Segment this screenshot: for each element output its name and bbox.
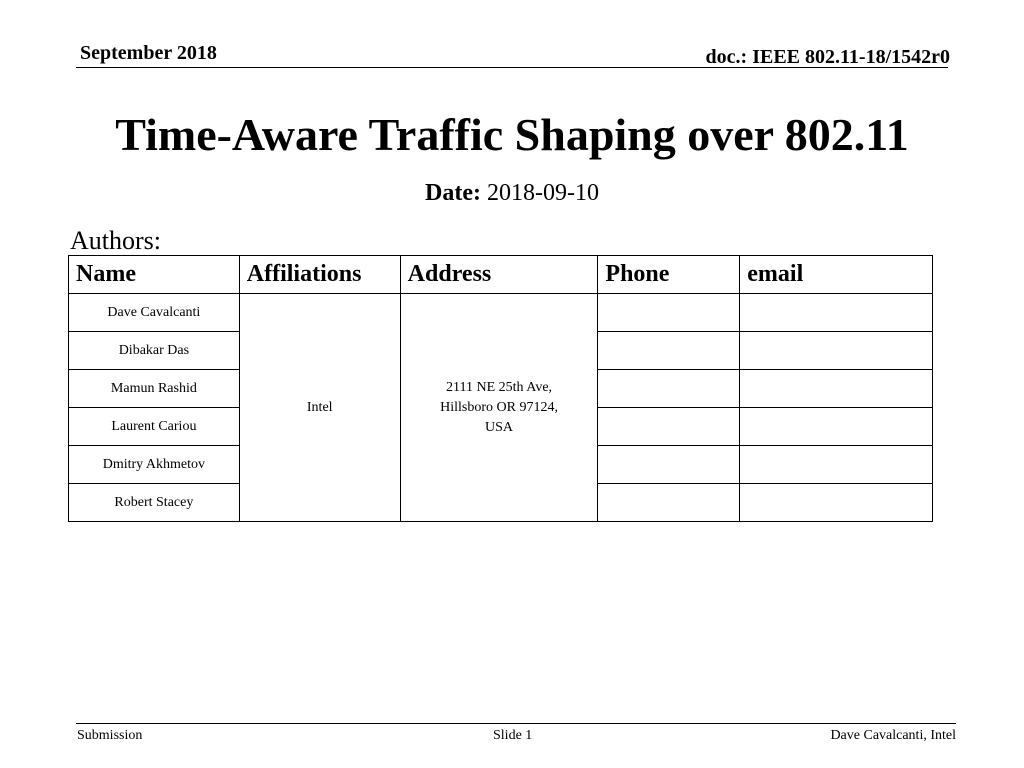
footer-submission: Submission: [77, 728, 143, 743]
footer-author: Dave Cavalcanti, Intel: [830, 728, 956, 743]
email-cell: [740, 294, 933, 332]
address-line: USA: [485, 419, 514, 435]
email-cell: [740, 332, 933, 370]
email-cell: [740, 484, 933, 522]
footer-divider: [76, 723, 956, 724]
author-name: Dave Cavalcanti: [69, 294, 240, 332]
author-name: Robert Stacey: [69, 484, 240, 522]
table-row: [69, 294, 933, 332]
header-phone: Phone: [598, 256, 740, 294]
authors-table: [68, 255, 933, 522]
address-line: 2111 NE 25th Ave,: [446, 379, 553, 395]
phone-cell: [598, 484, 740, 522]
header-name: Name: [69, 256, 240, 294]
authors-label: Authors:: [70, 226, 161, 255]
author-name: Dmitry Akhmetov: [69, 446, 240, 484]
affiliation-cell: Intel: [239, 294, 400, 522]
header-date: September 2018: [80, 42, 217, 64]
phone-cell: [598, 408, 740, 446]
phone-cell: [598, 446, 740, 484]
slide-date: [0, 180, 1024, 207]
header-doc-id: doc.: IEEE 802.11-18/1542r0: [705, 46, 950, 68]
phone-cell: [598, 332, 740, 370]
email-cell: [740, 370, 933, 408]
date-label: Date:: [425, 180, 481, 206]
header-divider: [76, 67, 948, 68]
address-cell: [400, 294, 598, 522]
footer-slide-number: Slide 1: [493, 728, 533, 743]
address-line: Hillsboro OR 97124,: [440, 399, 558, 415]
header-address: Address: [400, 256, 598, 294]
email-cell: [740, 408, 933, 446]
table-header-row: [69, 256, 933, 294]
email-cell: [740, 446, 933, 484]
phone-cell: [598, 294, 740, 332]
phone-cell: [598, 370, 740, 408]
author-name: Mamun Rashid: [69, 370, 240, 408]
author-name: Dibakar Das: [69, 332, 240, 370]
date-value: 2018-09-10: [486, 180, 599, 206]
header-email: email: [740, 256, 933, 294]
author-name: Laurent Cariou: [69, 408, 240, 446]
header-affiliations: Affiliations: [239, 256, 400, 294]
slide-title: Time-Aware Traffic Shaping over 802.11: [115, 109, 909, 160]
